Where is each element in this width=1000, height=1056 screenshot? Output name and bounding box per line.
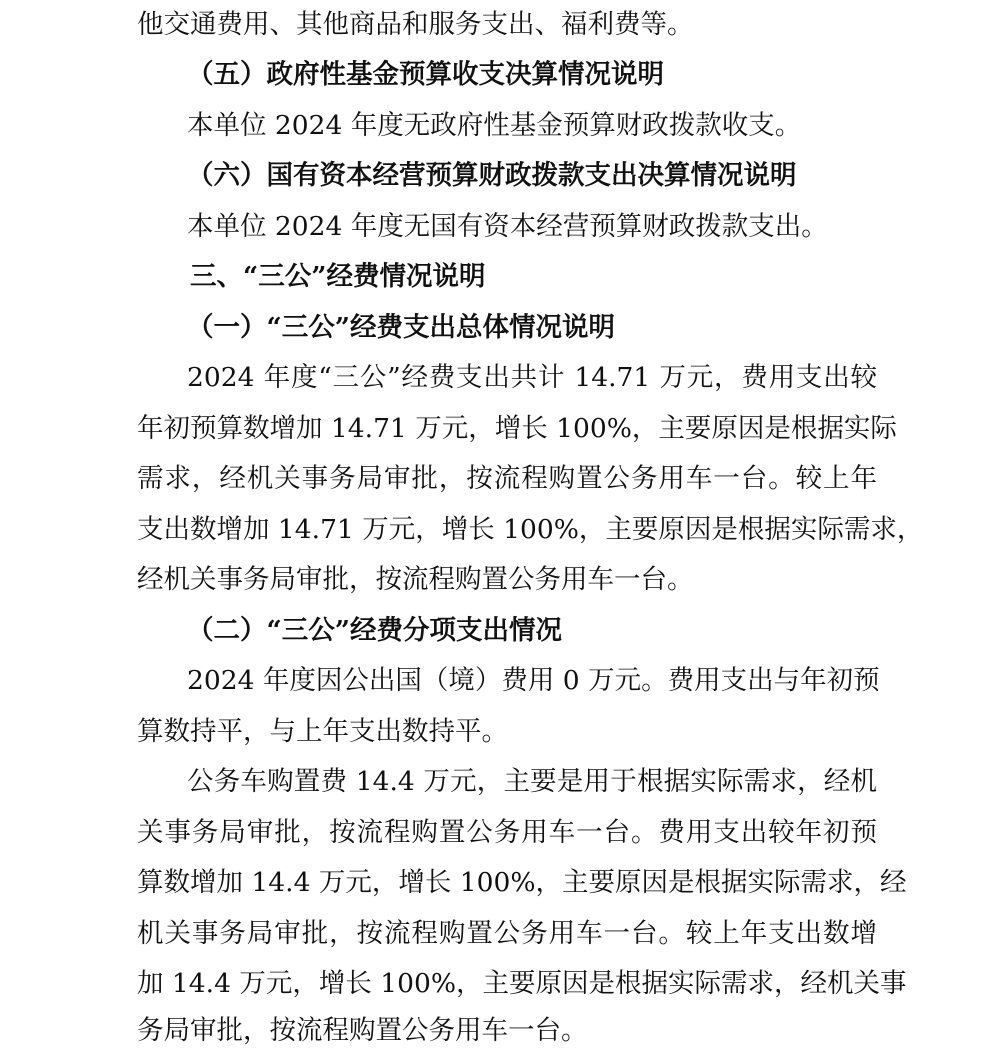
body-text-line: 加 14.4 万元，增长 100%，主要原因是根据实际需求，经机关事 xyxy=(137,968,907,999)
section-heading-1: （一）“三公”经费支出总体情况说明 xyxy=(187,312,615,343)
body-text-line: 经机关事务局审批，按流程购置公务用车一台。 xyxy=(137,564,694,595)
section-heading-6: （六）国有资本经营预算财政拨款支出决算情况说明 xyxy=(187,160,797,191)
body-text-line: 年初预算数增加 14.71 万元，增长 100%，主要原因是根据实际 xyxy=(137,413,897,444)
chapter-heading-3: 三、“三公”经费情况说明 xyxy=(190,261,486,292)
body-text-line: 2024 年度因公出国（境）费用 0 万元。费用支出与年初预 xyxy=(187,665,880,696)
body-text-line: 本单位 2024 年度无国有资本经营预算财政拨款支出。 xyxy=(187,211,828,242)
section-heading-5: （五）政府性基金预算收支决算情况说明 xyxy=(187,59,664,90)
body-text-line: 支出数增加 14.71 万元，增长 100%，主要原因是根据实际需求， xyxy=(137,514,924,545)
section-heading-2: （二）“三公”经费分项支出情况 xyxy=(187,615,562,646)
body-text-line: 关事务局审批，按流程购置公务用车一台。费用支出较年初预 xyxy=(137,817,877,848)
body-text-line: 算数增加 14.4 万元，增长 100%，主要原因是根据实际需求，经 xyxy=(137,867,907,898)
body-text-line: 他交通费用、其他商品和服务支出、福利费等。 xyxy=(137,9,694,40)
body-text-line: 算数持平，与上年支出数持平。 xyxy=(137,716,508,747)
body-text-line: 本单位 2024 年度无政府性基金预算财政拨款收支。 xyxy=(187,110,802,141)
body-text-line: 务局审批，按流程购置公务用车一台。 xyxy=(137,1015,588,1046)
body-text-line: 需求，经机关事务局审批，按流程购置公务用车一台。较上年 xyxy=(137,463,877,494)
body-text-line: 2024 年度“三公”经费支出共计 14.71 万元，费用支出较 xyxy=(187,362,877,393)
body-text-line: 公务车购置费 14.4 万元，主要是用于根据实际需求，经机 xyxy=(187,766,877,797)
body-text-line: 机关事务局审批，按流程购置公务用车一台。较上年支出数增 xyxy=(137,918,877,949)
